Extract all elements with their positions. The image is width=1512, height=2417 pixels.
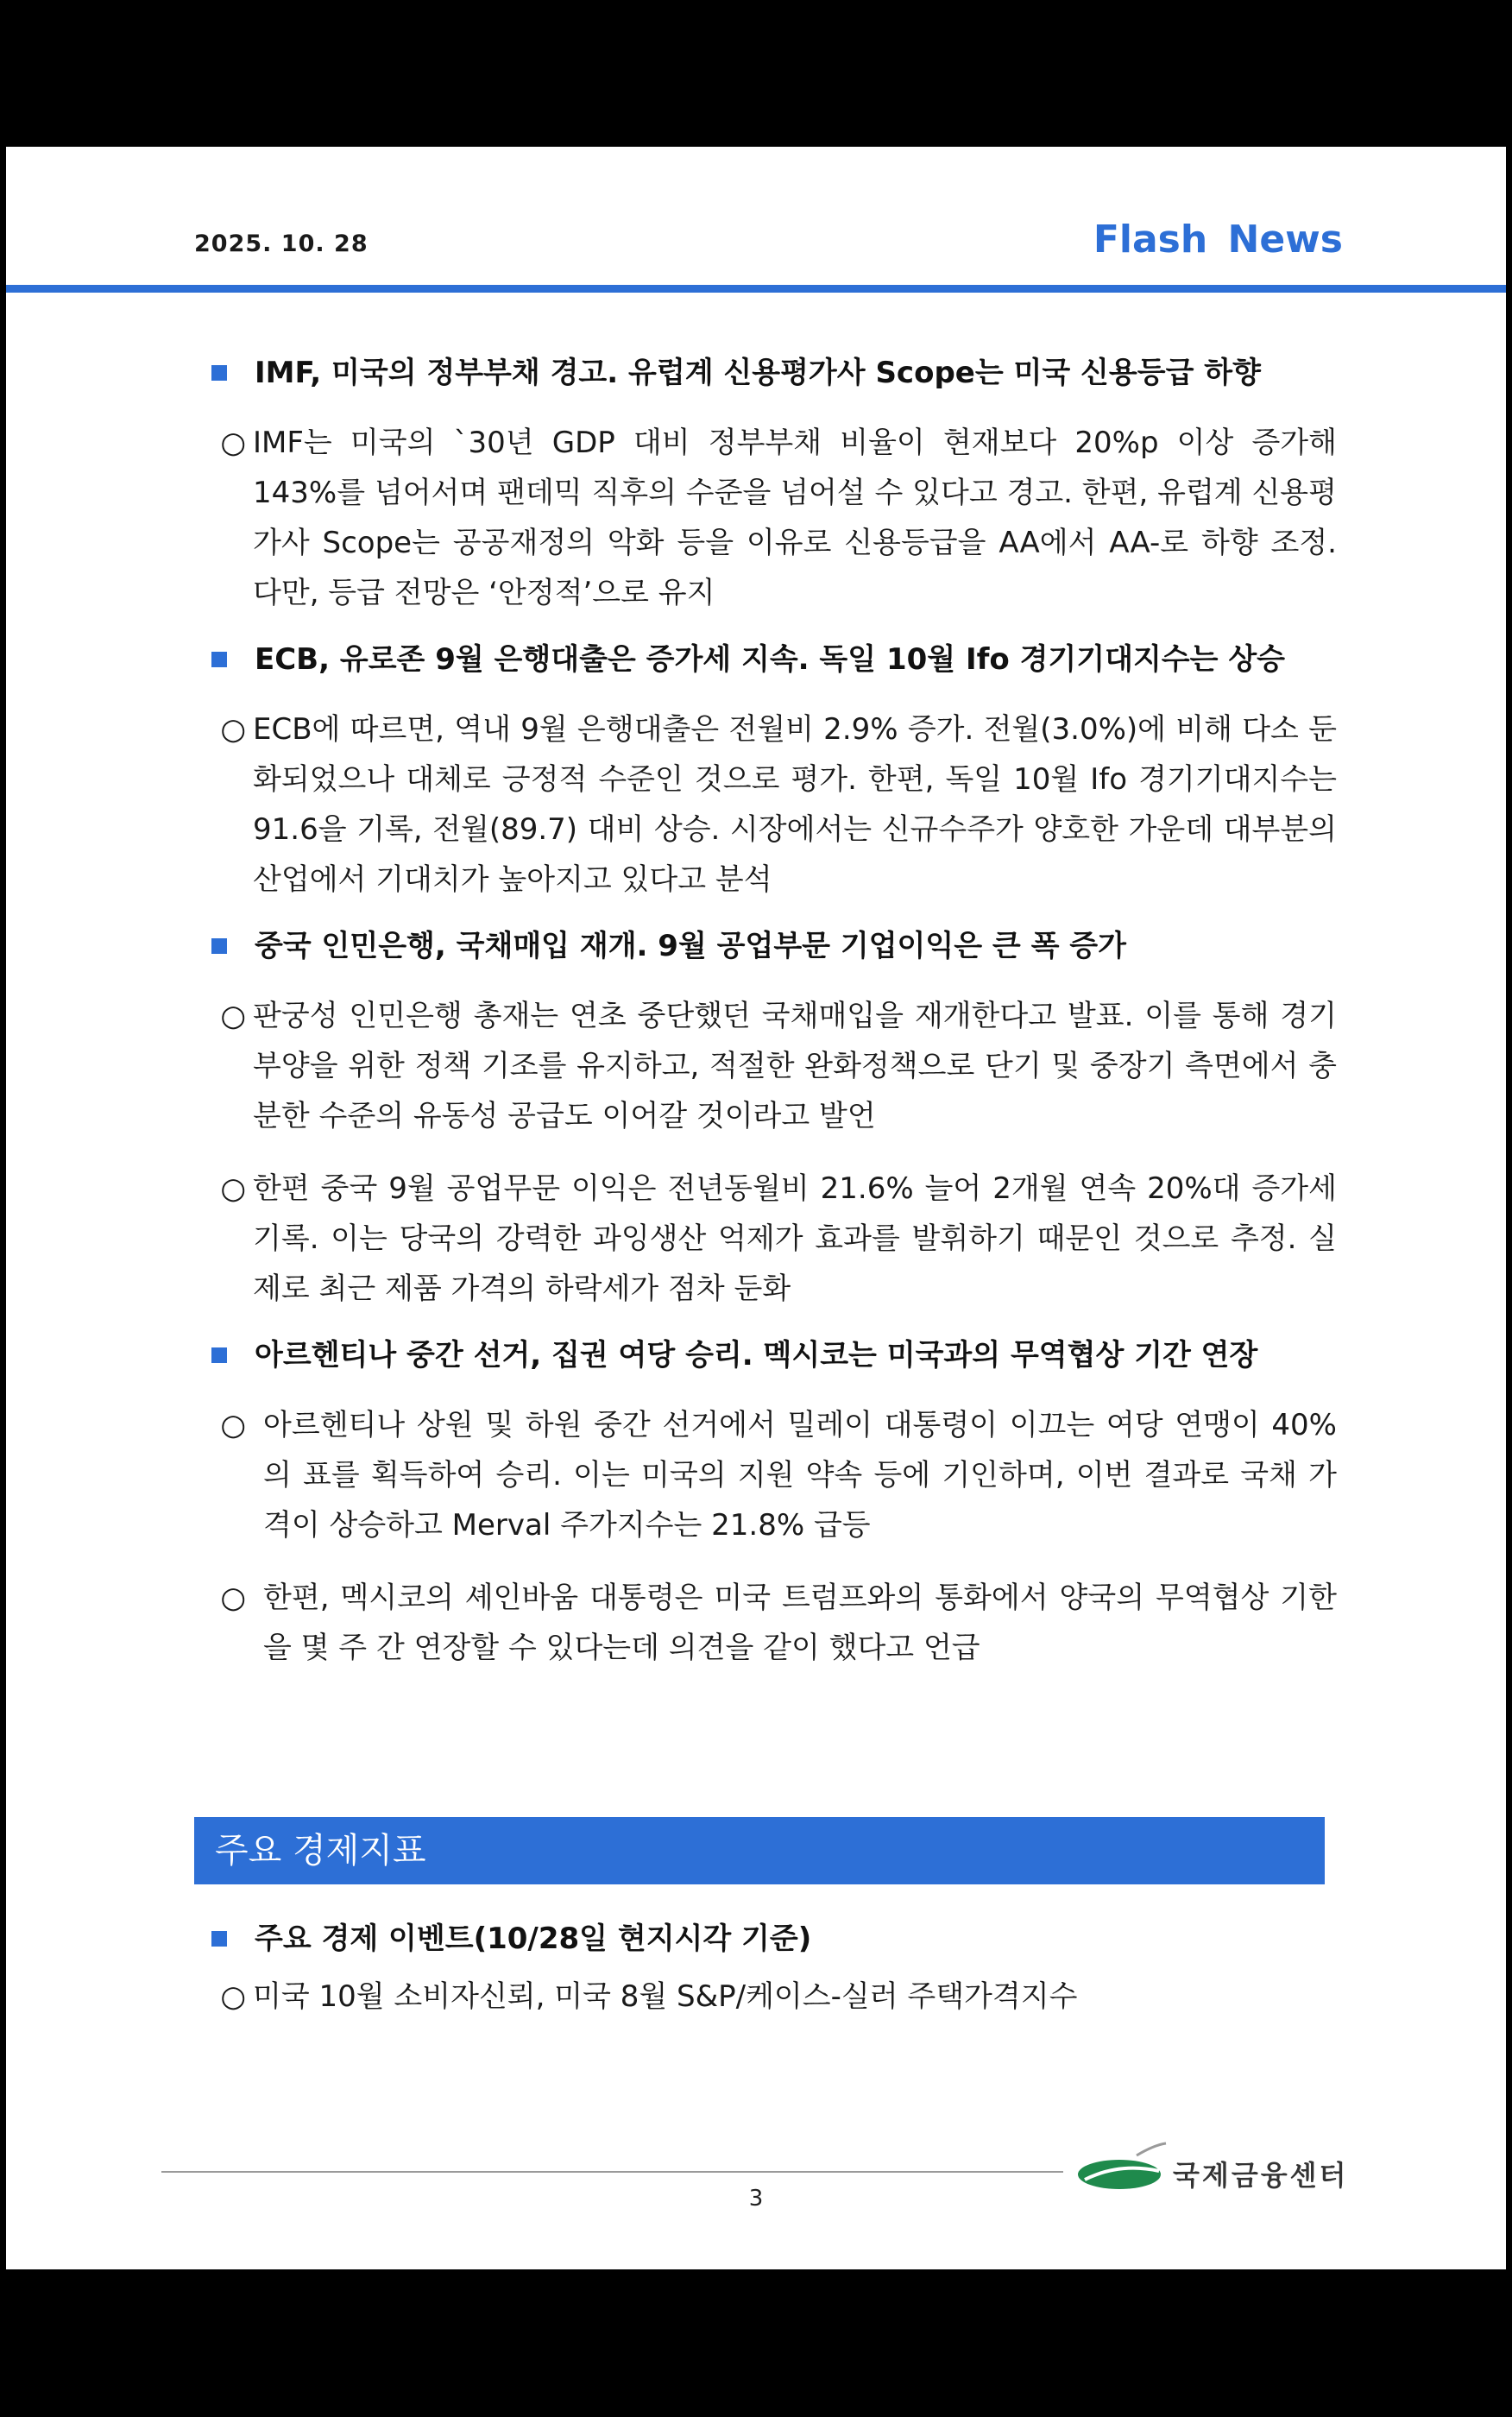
circle-bullet-icon: ○ [220,999,246,1033]
square-bullet-icon [211,938,227,954]
header-divider [6,285,1506,293]
heading-text: 중국 인민은행, 국채매입 재개. 9월 공업부문 기업이익은 큰 폭 증가 [255,929,1126,963]
news-paragraph [205,991,1337,1141]
events-heading [205,1920,1337,1958]
paragraph-text: ECB에 따르면, 역내 9월 은행대출은 전월비 2.9% 증가. 전월(3.0%)에 비해 다소 둔화되었으나 대체로 긍정적 수준인 것으로 평가. 한편, 독일 10월 Ifo 경기기대지수는 91.6을 기록, 전월(89.7) 대비 상승. 시장에서는 신규수주가 양호한 가운데 대부분의 산업에서 기대치가 높아지고 있다고 분석 [253,712,1337,897]
economic-events [205,1920,1337,2044]
square-bullet-icon [211,1347,227,1363]
news-heading-imf [205,354,1337,392]
heading-text: 주요 경제 이벤트(10/28일 현지시각 기준) [255,1922,812,1956]
news-paragraph [205,1400,1337,1550]
news-paragraph [205,704,1337,905]
paragraph-text: IMF는 미국의 `30년 GDP 대비 정부부채 비율이 현재보다 20%p 이상 증가해 143%를 넘어서며 팬데믹 직후의 수준을 넘어설 수 있다고 경고. 한편, 유럽계 신용평가사 Scope는 공공재정의 악화 등을 이유로 신용등급을 AA에서 AA-로 하향 조정. 다만, 등급 전망은 ‘안정적’으로 유지 [253,426,1337,610]
news-heading-argentina [205,1336,1337,1374]
circle-bullet-icon: ○ [220,1171,246,1206]
paragraph-text: 한편, 멕시코의 셰인바움 대통령은 미국 트럼프와의 통화에서 양국의 무역협상 기한을 몇 주 간 연장할 수 있다는데 의견을 같이 했다고 언급 [263,1581,1337,1665]
section-title: 주요 경제지표 [215,1831,426,1871]
news-paragraph [205,1164,1337,1314]
heading-text: IMF, 미국의 정부부채 경고. 유럽계 신용평가사 Scope는 미국 신용등급 하향 [255,356,1261,390]
news-paragraph [205,1573,1337,1673]
paragraph-text: 한편 중국 9월 공업무문 이익은 전년동월비 21.6% 늘어 2개월 연속 20%대 증가세 기록. 이는 당국의 강력한 과잉생산 억제가 효과를 발휘하기 때문인 것으로 추정. 실제로 최근 제품 가격의 하락세가 점차 둔화 [253,1171,1337,1306]
news-content [205,354,1337,1695]
square-bullet-icon [211,365,227,381]
news-heading-ecb [205,641,1337,678]
circle-bullet-icon: ○ [220,1408,246,1442]
page-number: 3 [748,2186,764,2212]
paragraph-text: 아르헨티나 상원 및 하원 중간 선거에서 밀레이 대통령이 이끄는 여당 연맹이 40%의 표를 획득하여 승리. 이는 미국의 지원 약속 등에 기인하며, 이번 결과로 국채 가격이 상승하고 Merval 주가지수는 21.8% 급등 [263,1408,1337,1543]
footer-divider [161,2171,1063,2173]
news-paragraph [205,418,1337,618]
circle-bullet-icon: ○ [220,426,246,460]
circle-bullet-icon: ○ [220,712,246,747]
square-bullet-icon [211,652,227,667]
circle-bullet-icon: ○ [220,1581,246,1615]
heading-text: 아르헨티나 중간 선거, 집권 여당 승리. 멕시코는 미국과의 무역협상 기간 연장 [255,1338,1258,1373]
document-page [6,147,1506,2269]
events-paragraph [205,1972,1337,2022]
circle-bullet-icon: ○ [220,1979,246,2014]
paragraph-text: 미국 10월 소비자신뢰, 미국 8월 S&P/케이스-실러 주택가격지수 [253,1979,1078,2014]
section-title-bar [194,1817,1325,1884]
heading-text: ECB, 유로존 9월 은행대출은 증가세 지속. 독일 10월 Ifo 경기기대지수는 상승 [255,642,1286,677]
square-bullet-icon [211,1931,227,1947]
report-brand: Flash News [1093,218,1343,262]
report-date: 2025. 10. 28 [194,230,369,257]
paragraph-text: 판궁성 인민은행 총재는 연초 중단했던 국채매입을 재개한다고 발표. 이를 통해 경기부양을 위한 정책 기조를 유지하고, 적절한 완화정책으로 단기 및 중장기 측면에서 충분한 수준의 유동성 공급도 이어갈 것이라고 발언 [253,999,1337,1133]
news-heading-china [205,927,1337,965]
logo-text: 국제금융센터 [1173,2159,1349,2192]
